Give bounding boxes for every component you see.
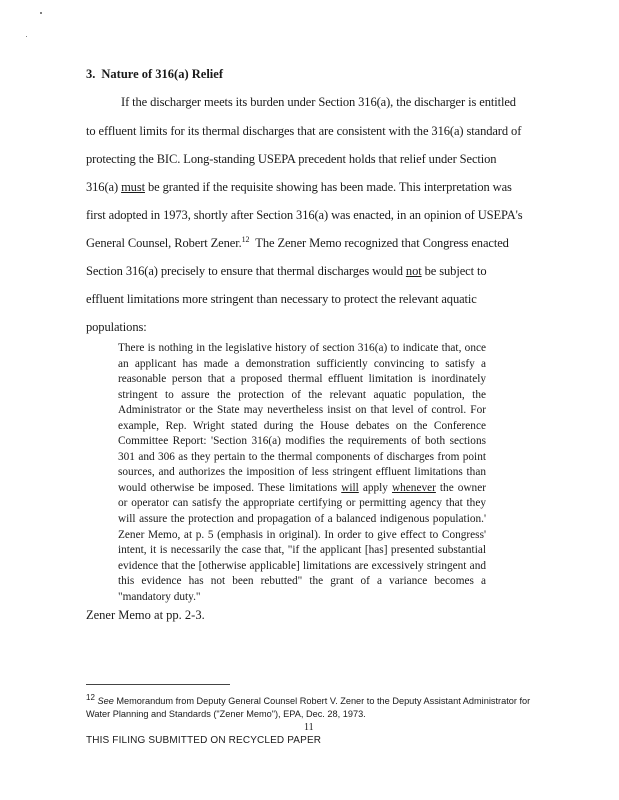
body-text: The Zener Memo recognized that Congress enacted	[255, 236, 509, 250]
recycled-paper-stamp: THIS FILING SUBMITTED ON RECYCLED PAPER	[86, 735, 322, 746]
footnote	[86, 692, 536, 720]
quote-text: apply	[362, 481, 388, 494]
quote-text: the owner or operator can satisfy the appropriate certifying or permitting agency that they will assure the protection and propagation of a balanced indigenous population.' Zener Memo, at p. 5 (emphasis in original). In order to give effect to Congress' intent, it is necessarily the case that, "if the applicant [has] presented substantial evidence that the [otherwise applicable] limitations are excessively stringent and this evidence has not been rebutted" the grant of a variance becomes a "mandatory duty."	[118, 481, 486, 603]
scan-speck	[40, 12, 42, 14]
page-number: 11	[304, 722, 314, 733]
body-line: If the discharger meets its burden under Section 316(a), the discharger is entitled	[121, 95, 516, 109]
footnote-number: 12	[86, 692, 95, 702]
body-line: to effluent limits for its thermal discharges that are consistent with the 316(a) standard of	[86, 124, 522, 138]
scan-speck	[26, 36, 27, 37]
quote-emphasis: will	[341, 481, 359, 494]
body-line: effluent limitations more stringent than necessary to protect the relevant aquatic	[86, 292, 477, 306]
section-heading	[86, 67, 223, 82]
body-line: protecting the BIC. Long-standing USEPA precedent holds that relief under Section	[86, 152, 497, 166]
body-line: Section 316(a) precisely to ensure that thermal discharges would not be subject to	[86, 264, 487, 278]
body-text: General Counsel, Robert Zener.	[86, 236, 242, 250]
quote-text: There is nothing in the legislative history of section 316(a) to indicate that, once an applicant has made a demonstration sufficiently convincing to satisfy a reasonable person that a proposed thermal effluent limitation is inordinately stringent to assure the protection of the relevant aquatic population, the Administrator or the State may nevertheless insist on that level of control. For example, Rep. Wright stated during the House debates on the Conference Committee Report: 'Section 316(a) modifies the requirements of both sections 301 and 306 as they pertain to the thermal components of discharges from point sources, and authorizes the imposition of less stringent effluent limitations than would otherwise be imposed. These limitations	[118, 342, 486, 494]
body-line: first adopted in 1973, shortly after Section 316(a) was enacted, in an opinion of USEPA's	[86, 208, 523, 222]
quote-emphasis: whenever	[391, 481, 436, 494]
footnote-text: Memorandum from Deputy General Counsel Robert V. Zener to the Deputy Assistant Administrator for Water Planning and Standards ("Zener Memo"), EPA, Dec. 28, 1973.	[86, 696, 531, 719]
body-line	[86, 236, 509, 251]
footnote-reference: 12	[241, 234, 250, 244]
section-title: Nature of 316(a) Relief	[101, 67, 223, 81]
footnote-separator	[86, 684, 230, 685]
section-number: 3.	[86, 67, 96, 81]
body-line: 316(a) must be granted if the requisite showing has been made. This interpretation was	[86, 180, 512, 194]
body-line: populations:	[86, 320, 147, 334]
block-quote	[118, 341, 486, 605]
quote-citation: Zener Memo at pp. 2-3.	[86, 608, 205, 622]
footnote-signal: See	[97, 696, 114, 706]
